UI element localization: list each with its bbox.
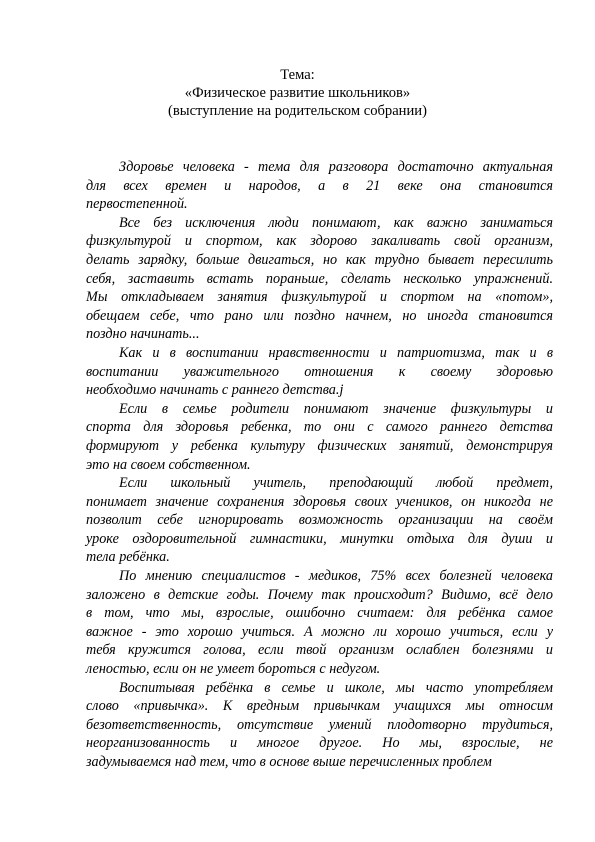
paragraph-line: первостепенной. bbox=[86, 196, 188, 213]
paragraph-line: Мы откладываем занятия физкультурой и спортом на «потом», bbox=[86, 289, 553, 306]
paragraph bbox=[86, 158, 553, 214]
paragraph-line: в том, что мы, взрослые, ошибочно считаем: для ребёнка самое bbox=[86, 605, 553, 622]
paragraph bbox=[86, 214, 553, 344]
paragraph-line: спорта для здоровья ребенка, то они с самого раннего детства bbox=[86, 419, 553, 436]
paragraph bbox=[86, 679, 553, 772]
paragraph-line: слово «привычка». К вредным привычкам учащихся мы относим bbox=[86, 698, 553, 715]
paragraph-line: для всех времен и народов, а в 21 веке она становится bbox=[86, 177, 553, 194]
paragraph-line: себя, заставить встать пораньше, сделать несколько упражнений. bbox=[86, 270, 553, 287]
paragraph-line: Все без исключения люди понимают, как важно заниматься bbox=[119, 214, 553, 231]
paragraph-line: задумываемся над тем, что в основе выше перечисленных проблем bbox=[86, 754, 492, 770]
paragraph bbox=[86, 474, 553, 567]
paragraph-line: понимает значение сохранения здоровья своих учеников, он никогда не bbox=[86, 493, 553, 510]
paragraph-line: это на своем собственном. bbox=[86, 456, 251, 473]
header-topic-label: Тема: bbox=[280, 67, 315, 83]
paragraph-line: безответственность, отсутствие умений плодотворно трудиться, bbox=[86, 716, 553, 733]
paragraph-line: уроке оздоровительной гимнастики, минутки отдыха для души и bbox=[86, 530, 553, 547]
paragraph-line: По мнению специалистов - медиков, 75% всех болезней человека bbox=[119, 568, 553, 585]
paragraph-line: заложено в детские годы. Почему так происходит? Видимо, всё дело bbox=[86, 586, 553, 603]
paragraph-line: тебя кружится голова, если твой организм ослаблен болезнями и bbox=[86, 642, 553, 659]
paragraph bbox=[86, 344, 553, 400]
paragraph-line: формируют у ребенка культуру физических занятий, демонстрируя bbox=[86, 437, 553, 454]
paragraph-line: Воспитывая ребёнка в семье и школе, мы часто употребляем bbox=[119, 679, 553, 696]
document-body bbox=[86, 158, 553, 772]
header-title: «Физическое развитие школьников» bbox=[184, 85, 411, 101]
paragraph-line: тела ребёнка. bbox=[86, 549, 170, 566]
paragraph-line: Как и в воспитании нравственности и патриотизма, так и в bbox=[119, 344, 553, 361]
paragraph bbox=[86, 567, 553, 679]
paragraph bbox=[86, 400, 553, 474]
paragraph-line: Здоровье человека - тема для разговора достаточно актуальная bbox=[119, 159, 553, 175]
paragraph-line: позволит себе игнорировать возможность организации на своём bbox=[86, 512, 553, 529]
paragraph-line: леностью, если он не умеет бороться с недугом. bbox=[86, 661, 381, 678]
paragraph-line: важное - это хорошо учиться. А можно ли хорошо учиться, если у bbox=[86, 623, 553, 640]
paragraph-line: неорганизованность и многое другое. Но мы, взрослые, не bbox=[86, 735, 553, 752]
paragraph-line: делать зарядку, больше двигаться, но как трудно бывает пересилить bbox=[86, 251, 553, 268]
paragraph-line: поздно начинать... bbox=[86, 326, 200, 343]
paragraph-line: необходимо начинать с раннего детства.j bbox=[86, 382, 344, 399]
header-subtitle: (выступление на родительском собрании) bbox=[168, 103, 427, 119]
paragraph-line: воспитании уважительного отношения к своему здоровью bbox=[86, 363, 553, 380]
paragraph-line: Если в семье родители понимают значение физкультуры и bbox=[119, 400, 553, 417]
paragraph-line: обещаем себе, что рано или поздно начнем, но иногда становится bbox=[86, 307, 553, 324]
paragraph-line: Если школьный учитель, преподающий любой предмет, bbox=[119, 475, 553, 492]
paragraph-line: физкультурой и спортом, как здорово закаливать свой организм, bbox=[86, 233, 553, 250]
document-header bbox=[0, 66, 595, 120]
